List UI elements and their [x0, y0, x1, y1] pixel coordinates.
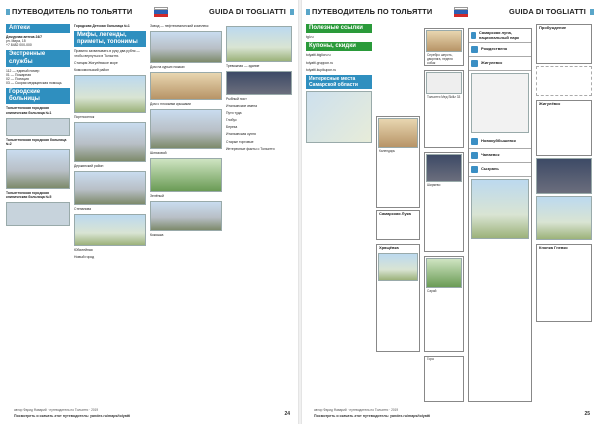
- category-icon: [471, 32, 476, 39]
- place-label: Интересные факты о Тольятти: [226, 146, 275, 151]
- list-item: [6, 191, 70, 199]
- card-title: Самарская Лука: [379, 211, 411, 216]
- photo-placeholder: [74, 75, 146, 113]
- category-label: Жигулевск: [481, 60, 503, 66]
- photo-placeholder: [378, 118, 418, 148]
- left-col-4: [226, 24, 292, 154]
- footer-credit: автор Фарид Фаварий · путеводитель по Тольятти · 2019: [314, 407, 399, 412]
- place-label: Дом на курьих ножках: [150, 65, 185, 70]
- photo-placeholder: [74, 171, 146, 205]
- category-label: Рождествено: [481, 46, 508, 52]
- photo-placeholder: [150, 31, 222, 63]
- event-card: [424, 256, 464, 352]
- link-text[interactable]: tolyatti.biglion.ru: [306, 53, 331, 58]
- footer-credit: автор Фарид Фаварий · путеводитель по Тольятти · 2019: [14, 407, 99, 412]
- photo-placeholder: [426, 258, 462, 288]
- photo-placeholder: [6, 149, 70, 189]
- category-item[interactable]: [469, 149, 531, 163]
- place-label: Береза: [226, 125, 238, 130]
- list-item: [74, 24, 146, 28]
- header-title-ru: ПУТЕВОДИТЕЛЬ ПО ТОЛЬЯТТИ: [12, 6, 133, 16]
- category-item[interactable]: [469, 29, 531, 43]
- card-text: Серебро шерсть, дворняга, неделя собак: [427, 53, 453, 65]
- hospital-name: Тольяттинская городская клиническая больница №5: [6, 190, 52, 199]
- footer-link[interactable]: yandex.ru/maps/tolyatti: [390, 413, 431, 418]
- page-gutter: [298, 0, 302, 424]
- hospital-name: Городская Детская больница №1: [74, 24, 130, 28]
- event-card: [536, 100, 592, 156]
- event-card: [424, 152, 464, 252]
- place-label: Тревожная — здание: [226, 64, 260, 68]
- map-placeholder: [306, 91, 372, 143]
- category-label: Чапаевск: [481, 152, 500, 158]
- photo-placeholder: [426, 72, 462, 94]
- place-label: Комсомольский район: [74, 67, 110, 72]
- section-coupons: Купоны, скидки: [306, 42, 372, 51]
- photo-placeholder: [226, 71, 292, 95]
- left-col-3: [150, 24, 222, 240]
- card-text: Тольятти Мед Skillz 33: [427, 95, 461, 99]
- place-label: Завод — нефтехимический комплекс: [150, 24, 209, 28]
- header-title-ru: ПУТЕВОДИТЕЛЬ ПО ТОЛЬЯТТИ: [312, 6, 433, 16]
- place-label: Новый город: [74, 255, 95, 260]
- emergency-line: 112 — единый номер: [6, 68, 40, 73]
- card-text: Гора: [427, 357, 434, 361]
- place-label: Шлюзовой: [150, 151, 167, 156]
- header-accent-bar: [6, 9, 10, 15]
- event-card: [536, 24, 592, 64]
- event-card: [376, 210, 420, 240]
- category-icon: [471, 60, 478, 67]
- place-label: Пути туда: [226, 111, 242, 116]
- footer-link[interactable]: yandex.ru/maps/tolyatti: [90, 413, 131, 418]
- place-label: Рыбный пост: [226, 97, 247, 102]
- list-item: [6, 138, 70, 146]
- list-item: [6, 69, 70, 85]
- photo-placeholder: [378, 253, 418, 281]
- card-title: Хрящёвка: [379, 245, 399, 250]
- category-label: Самарская луна, национальный парк: [478, 29, 520, 40]
- myth-text: Правило захватывать в руку два рубля — чтобы вернуться в Тольятти.: [74, 49, 140, 58]
- emergency-line: 03 — Скорая медицинская помощь: [6, 81, 62, 86]
- footer-download-line: [314, 414, 586, 418]
- left-header: [4, 4, 296, 20]
- left-page: [4, 4, 296, 420]
- card-text: Ширяево: [427, 183, 441, 187]
- category-icon: [471, 166, 478, 173]
- photo-placeholder: [150, 72, 222, 100]
- event-card: [536, 244, 592, 322]
- header-title-it: GUIDA DI TOGLIATTI: [209, 6, 286, 16]
- left-footer: [4, 409, 296, 418]
- photo-placeholder: [150, 158, 222, 192]
- left-col-1: [6, 24, 70, 228]
- section-hospitals: Городские больницы: [6, 88, 70, 104]
- category-label: Сызрань: [481, 166, 499, 172]
- photo-placeholder: [150, 201, 222, 231]
- place-label: Глобус: [226, 118, 237, 123]
- footer-download-label: Посмотреть и скачать этот путеводитель:: [14, 413, 91, 418]
- category-item[interactable]: [469, 43, 531, 57]
- header-title-it: GUIDA DI TOGLIATTI: [509, 6, 586, 16]
- category-list: [468, 28, 532, 402]
- place-label: Станция Жигулёвское море: [74, 60, 118, 65]
- header-accent-bar: [290, 9, 294, 15]
- card-text: Календарь: [379, 149, 396, 153]
- list-item: [6, 106, 70, 114]
- emergency-line: 02 — Полиция: [6, 76, 29, 81]
- link-text[interactable]: tolyatti.gruppon.ru: [306, 60, 334, 65]
- place-label: Зелёный: [150, 194, 164, 199]
- right-header: [304, 4, 596, 20]
- photo-placeholder: [471, 73, 529, 133]
- event-card: [376, 116, 420, 208]
- category-icon: [471, 152, 478, 159]
- header-accent-bar: [590, 9, 594, 15]
- link-text[interactable]: tolyatti.kupikupon.ru: [306, 67, 337, 72]
- section-myths: Мифы, легенды, приметы, топонимы: [74, 31, 146, 47]
- photo-placeholder: [74, 214, 146, 246]
- event-card: [424, 28, 464, 66]
- pharmacy-address: ул. Мира, 15: [6, 39, 26, 44]
- card-text: Сарай: [427, 289, 437, 293]
- right-page: [304, 4, 596, 420]
- card-title: Пробуждение: [539, 25, 567, 30]
- page-number: 24: [284, 411, 290, 417]
- event-card: [376, 244, 420, 352]
- hospital-name: Тольяттинская городская клиническая больница №1: [6, 106, 52, 115]
- category-item[interactable]: [469, 57, 531, 71]
- photo-placeholder: [74, 122, 146, 162]
- card-title: Кнопка Гневко: [539, 245, 568, 250]
- photo-placeholder: [150, 109, 222, 149]
- flag-icon: [154, 7, 168, 17]
- event-card: [424, 70, 464, 148]
- place-label: Итальянская кухня: [226, 132, 256, 137]
- photo-placeholder: [471, 179, 529, 239]
- place-label: Старые торговые: [226, 139, 254, 144]
- place-label: Кокошка: [150, 233, 164, 238]
- section-interesting-places: Интересные места Самарской области: [306, 75, 372, 89]
- event-card: [424, 356, 464, 402]
- photo-placeholder: [426, 154, 462, 182]
- right-col-1: [306, 24, 372, 145]
- photo-placeholder: [226, 26, 292, 62]
- place-label: Юбилейная: [74, 248, 93, 252]
- emergency-line: 01 — Пожарная: [6, 72, 31, 77]
- photo-placeholder: [536, 66, 592, 96]
- hospital-name: Тольяттинская городская больница №2: [6, 137, 67, 146]
- category-label: Новокуйбышевск: [481, 138, 516, 144]
- photo-placeholder: [6, 202, 70, 226]
- category-item[interactable]: [469, 135, 531, 149]
- card-title: Жигулёвск: [539, 101, 561, 106]
- place-label: Дом с плоскими крышами: [150, 102, 191, 107]
- pharmacy-phone[interactable]: +7 8482 000-000: [6, 43, 32, 48]
- photo-placeholder: [536, 158, 592, 194]
- page-number: 25: [584, 411, 590, 417]
- photo-placeholder: [426, 30, 462, 52]
- link-text[interactable]: tgl.ru: [306, 35, 314, 40]
- place-label: Держинский район: [74, 163, 104, 168]
- flag-icon: [454, 7, 468, 17]
- category-icon: [471, 46, 478, 53]
- section-pharmacies: Аптеки: [6, 24, 70, 33]
- pharmacy-name: Дежурная аптека 24/7: [6, 35, 43, 40]
- right-footer: [304, 409, 596, 418]
- photo-placeholder: [536, 196, 592, 240]
- place-label: Портпоселок: [74, 114, 95, 119]
- category-icon: [471, 138, 478, 145]
- place-label: Итальянские имена: [226, 104, 258, 109]
- photo-placeholder: [6, 118, 70, 136]
- header-accent-bar: [306, 9, 310, 15]
- section-useful-links: Полезные ссылки: [306, 24, 372, 33]
- footer-download-line: [14, 414, 286, 418]
- category-item[interactable]: [469, 163, 531, 177]
- place-label: Степанова: [74, 206, 91, 211]
- right-col-4: [536, 24, 592, 322]
- section-emergency: Экстренные службы: [6, 50, 70, 66]
- list-item: [6, 35, 70, 47]
- footer-download-label: Посмотреть и скачать этот путеводитель:: [314, 413, 391, 418]
- left-col-2: [74, 24, 146, 262]
